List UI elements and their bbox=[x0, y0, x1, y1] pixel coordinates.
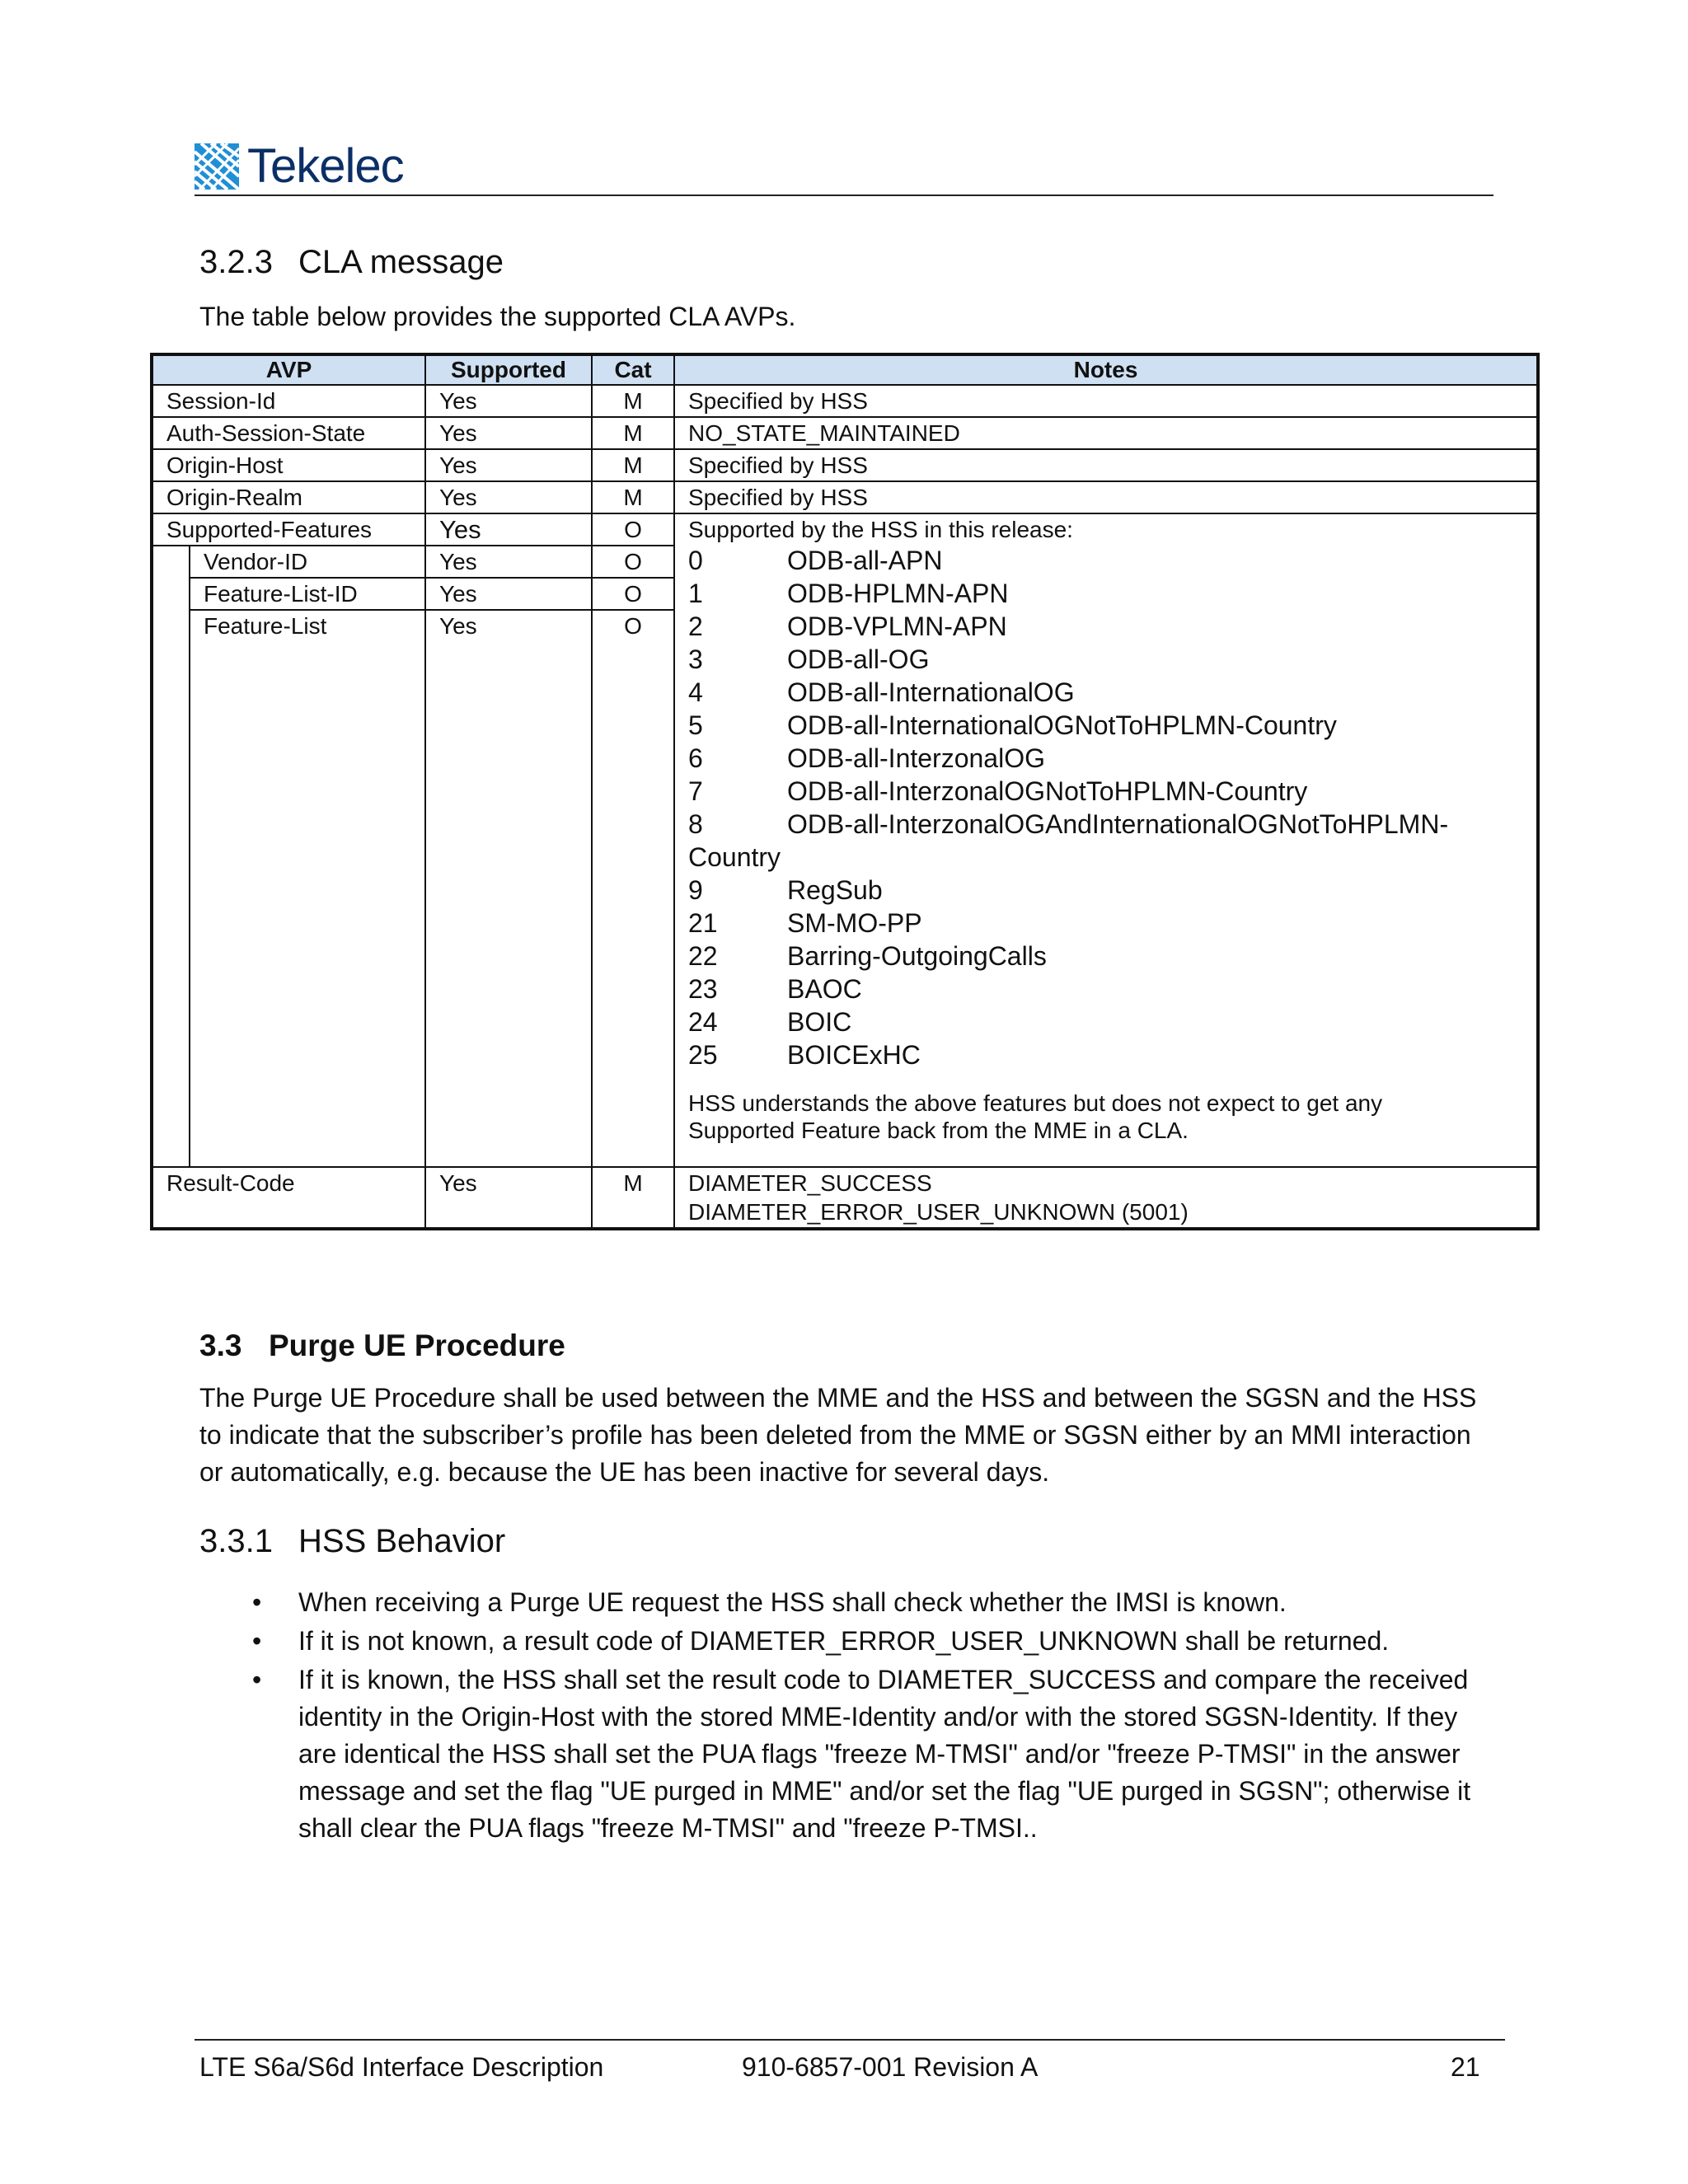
col-header-notes: Notes bbox=[674, 354, 1538, 385]
cat-cell: O bbox=[592, 546, 674, 578]
notes-outro bbox=[688, 1090, 1523, 1144]
supported-cell: Yes bbox=[425, 610, 592, 1167]
feature-bit: 4 bbox=[688, 677, 703, 707]
list-item bbox=[199, 1584, 1485, 1621]
section-heading-3-3-1 bbox=[199, 1523, 505, 1560]
feature-item bbox=[688, 709, 1523, 742]
feature-item bbox=[688, 907, 1523, 940]
feature-bit: 2 bbox=[688, 612, 703, 641]
feature-name: BOICExHC bbox=[787, 1040, 921, 1070]
feature-item bbox=[688, 972, 1523, 1005]
feature-item bbox=[688, 610, 1523, 643]
feature-item bbox=[688, 1005, 1523, 1038]
feature-name: ODB-all-OG bbox=[787, 644, 930, 674]
cla-avp-table bbox=[150, 353, 1540, 1230]
bullet-text: If it is not known, a result code of DIAMETER_ERROR_USER_UNKNOWN shall be returned. bbox=[298, 1626, 1390, 1656]
feature-item bbox=[688, 775, 1523, 808]
list-item bbox=[199, 1623, 1485, 1660]
avp-cell: Result-Code bbox=[152, 1167, 425, 1229]
footer-doc-number: 910-6857-001 Revision A bbox=[742, 2052, 1039, 2082]
table-row bbox=[152, 1167, 1538, 1229]
section-number: 3.2.3 bbox=[199, 244, 273, 280]
bullet-icon: • bbox=[252, 1587, 262, 1617]
section-title: Purge UE Procedure bbox=[269, 1329, 565, 1362]
notes-cell bbox=[674, 1167, 1538, 1229]
table-row bbox=[152, 449, 1538, 481]
table-row-supported-features bbox=[152, 513, 1538, 546]
avp-cell: Origin-Realm bbox=[152, 481, 425, 513]
supported-cell: Yes bbox=[425, 546, 592, 578]
footer-page-number: 21 bbox=[1451, 2052, 1480, 2082]
supported-cell: Yes bbox=[425, 417, 592, 449]
col-header-cat: Cat bbox=[592, 354, 674, 385]
notes-cell: Specified by HSS bbox=[674, 481, 1538, 513]
list-item bbox=[199, 1661, 1485, 1847]
feature-item bbox=[688, 808, 1523, 841]
feature-bit: 8 bbox=[688, 809, 703, 839]
avp-cell: Vendor-ID bbox=[190, 546, 425, 578]
section-title: CLA message bbox=[298, 244, 504, 280]
feature-name: Barring-OutgoingCalls bbox=[787, 941, 1047, 971]
avp-cell: Auth-Session-State bbox=[152, 417, 425, 449]
feature-bit: 9 bbox=[688, 875, 703, 905]
feature-name: ODB-all-APN bbox=[787, 546, 943, 575]
section-number: 3.3 bbox=[199, 1329, 242, 1362]
feature-name: ODB-all-InternationalOGNotToHPLMN-Country bbox=[787, 710, 1337, 740]
avp-cell: Origin-Host bbox=[152, 449, 425, 481]
feature-bit: 7 bbox=[688, 776, 703, 806]
feature-name: ODB-HPLMN-APN bbox=[787, 579, 1009, 608]
cat-cell: O bbox=[592, 610, 674, 1167]
section-heading-3-3 bbox=[199, 1329, 565, 1363]
feature-name: ODB-VPLMN-APN bbox=[787, 612, 1007, 641]
avp-cell: Feature-List bbox=[190, 610, 425, 1167]
feature-item bbox=[688, 577, 1523, 610]
feature-bit: 24 bbox=[688, 1007, 718, 1037]
cat-cell: O bbox=[592, 578, 674, 610]
feature-bit: 22 bbox=[688, 941, 718, 971]
supported-cell: Yes bbox=[425, 578, 592, 610]
table-header-row bbox=[152, 354, 1538, 385]
logo-text: Tekelec bbox=[247, 139, 404, 193]
feature-item bbox=[688, 940, 1523, 972]
tekelec-logo bbox=[195, 139, 404, 193]
cat-cell: M bbox=[592, 385, 674, 417]
section-title: HSS Behavior bbox=[298, 1523, 506, 1559]
supported-cell: Yes bbox=[425, 449, 592, 481]
indent-cell bbox=[152, 546, 190, 1167]
feature-name: ODB-all-InternationalOG bbox=[787, 677, 1075, 707]
table-row bbox=[152, 385, 1538, 417]
cat-cell: M bbox=[592, 449, 674, 481]
feature-name: RegSub bbox=[787, 875, 883, 905]
footer-rule bbox=[195, 2039, 1505, 2041]
supported-cell: Yes bbox=[425, 513, 592, 546]
avp-cell: Feature-List-ID bbox=[190, 578, 425, 610]
feature-item bbox=[688, 643, 1523, 676]
notes-cell: Specified by HSS bbox=[674, 385, 1538, 417]
feature-item bbox=[688, 544, 1523, 577]
supported-cell: Yes bbox=[425, 481, 592, 513]
feature-bit: 25 bbox=[688, 1040, 718, 1070]
footer-doc-title: LTE S6a/S6d Interface Description bbox=[199, 2052, 604, 2082]
feature-item bbox=[688, 874, 1523, 907]
feature-name: ODB-all-InterzonalOGNotToHPLMN-Country bbox=[787, 776, 1308, 806]
feature-item bbox=[688, 676, 1523, 709]
notes-outro-line: HSS understands the above features but does not expect to get any bbox=[688, 1090, 1383, 1116]
feature-item bbox=[688, 1038, 1523, 1071]
feature-list bbox=[688, 544, 1523, 1071]
feature-bit: 6 bbox=[688, 743, 703, 773]
feature-name-continuation: Country bbox=[688, 842, 781, 872]
feature-name: BAOC bbox=[787, 974, 862, 1004]
supported-features-notes-cell bbox=[674, 513, 1538, 1167]
section-body: The Purge UE Procedure shall be used between the MME and the HSS and between the SGSN and the HSS to indicate that the subscriber’s profile has been deleted from the MME or SGSN either by an MMI interaction or automatically, e.g. because the UE has been inactive for several days. bbox=[199, 1383, 1477, 1487]
section-heading-3-2-3 bbox=[199, 244, 504, 281]
notes-cell: NO_STATE_MAINTAINED bbox=[674, 417, 1538, 449]
feature-name: BOIC bbox=[787, 1007, 852, 1037]
notes-line: DIAMETER_SUCCESS bbox=[688, 1170, 932, 1196]
table-intro: The table below provides the supported CLA AVPs. bbox=[199, 302, 796, 331]
cat-cell: M bbox=[592, 481, 674, 513]
bullet-icon: • bbox=[252, 1665, 262, 1694]
feature-item bbox=[688, 742, 1523, 775]
feature-bit: 3 bbox=[688, 644, 703, 674]
supported-cell: Yes bbox=[425, 385, 592, 417]
notes-intro: Supported by the HSS in this release: bbox=[688, 517, 1073, 542]
feature-bit: 0 bbox=[688, 546, 703, 575]
section-number: 3.3.1 bbox=[199, 1523, 273, 1559]
col-header-supported: Supported bbox=[425, 354, 592, 385]
table-row bbox=[152, 481, 1538, 513]
bullet-icon: • bbox=[252, 1626, 262, 1656]
header-rule bbox=[195, 194, 1493, 196]
feature-name: ODB-all-InterzonalOGAndInternationalOGNotToHPLMN- bbox=[787, 809, 1449, 839]
feature-bit: 1 bbox=[688, 579, 703, 608]
bullet-text: If it is known, the HSS shall set the result code to DIAMETER_SUCCESS and compare the received identity in the Origin-Host with the stored MME-Identity and/or with the stored SGSN-Identity. If they are identical the HSS shall set the PUA flags "freeze M-TMSI" and/or "freeze P-TMSI" in the answer message and set the flag "UE purged in MME" and/or set the flag "UE purged in SGSN"; otherwise it shall clear the PUA flags "freeze M-TMSI" and "freeze P-TMSI.. bbox=[298, 1665, 1471, 1843]
avp-cell: Session-Id bbox=[152, 385, 425, 417]
notes-line: DIAMETER_ERROR_USER_UNKNOWN (5001) bbox=[688, 1199, 1189, 1225]
feature-bit: 21 bbox=[688, 908, 718, 938]
cat-cell: M bbox=[592, 1167, 674, 1229]
cat-cell: O bbox=[592, 513, 674, 546]
col-header-avp: AVP bbox=[152, 354, 425, 385]
bullet-text: When receiving a Purge UE request the HSS shall check whether the IMSI is known. bbox=[298, 1587, 1287, 1617]
notes-outro-line: Supported Feature back from the MME in a CLA. bbox=[688, 1118, 1189, 1143]
feature-bit: 5 bbox=[688, 710, 703, 740]
feature-bit: 23 bbox=[688, 974, 718, 1004]
tekelec-logo-mark-icon bbox=[195, 143, 239, 190]
avp-cell: Supported-Features bbox=[152, 513, 425, 546]
feature-name: SM-MO-PP bbox=[787, 908, 922, 938]
supported-cell: Yes bbox=[425, 1167, 592, 1229]
behavior-bullet-list bbox=[199, 1584, 1485, 1849]
cat-cell: M bbox=[592, 417, 674, 449]
table-row bbox=[152, 417, 1538, 449]
feature-name: ODB-all-InterzonalOG bbox=[787, 743, 1045, 773]
notes-cell: Specified by HSS bbox=[674, 449, 1538, 481]
